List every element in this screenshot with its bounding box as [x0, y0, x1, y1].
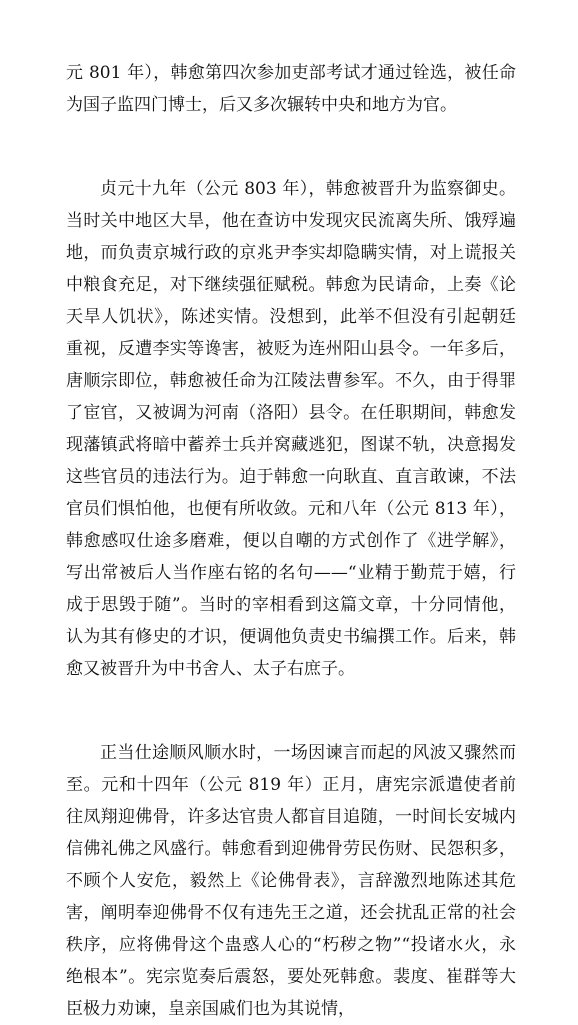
paragraph-yuanhe: 正当仕途顺风顺水时，一场因谏言而起的风波又骤然而至。元和十四年（公元 819 年）正月，唐宪宗派遣使者前往凤翔迎佛骨，许多达官贵人都盲目追随，一时间长安城内信佛礼佛之风盛行。韩愈看到迎佛骨劳民伤财、民怨积多，不顾个人安危，毅然上《论佛骨表》，言辞激烈地陈述其危害，阐明奉迎佛骨不仅有违先王之道，还会扰乱正常的社会秩序，应将佛骨这个蛊惑人心的“朽秽之物”“投诸水火，永绝根本”。宪宗览奏后震怒，要处死韩愈。裴度、崔群等大臣极力劝谏，皇亲国戚们也为其说情， — [66, 743, 516, 1019]
paragraph-gap — [66, 685, 516, 737]
paragraph-continuation: 元 801 年），韩愈第四次参加吏部考试才通过铨选，被任命为国子监四门博士，后又多次辗转中央和地方为官。 — [66, 63, 516, 115]
paragraph-gap — [66, 121, 516, 173]
paragraph-zhenyuan: 贞元十九年（公元 803 年），韩愈被晋升为监察御史。当时关中地区大旱，他在查访中发现灾民流离失所、饿殍遍地，而负责京城行政的京兆尹李实却隐瞒实情，对上谎报关中粮食充足，对下继续强征赋税。韩愈为民请命，上奏《论天旱人饥状》，陈述实情。没想到，此举不但没有引起朝廷重视，反遭李实等谗害，被贬为连州阳山县令。一年多后，唐顺宗即位，韩愈被任命为江陵法曹参军。不久，由于得罪了宦官，又被调为河南（洛阳）县令。在任职期间，韩愈发现藩镇武将暗中蓄养士兵并窝藏逃犯，图谋不轨，决意揭发这些官员的违法行为。迫于韩愈一向耿直、直言敢谏，不法官员们惧怕他，也便有所收敛。元和八年（公元 813 年），韩愈感叹仕途多磨难，便以自嘲的方式创作了《进学解》，写出常被后人当作座右铭的名句——“业精于勤荒于嬉，行成于思毁于随”。当时的宰相看到这篇文章，十分同情他，认为其有修史的才识，便调他负责史书编撰工作。后来，韩愈又被晋升为中书舍人、太子右庶子。 — [66, 179, 516, 679]
